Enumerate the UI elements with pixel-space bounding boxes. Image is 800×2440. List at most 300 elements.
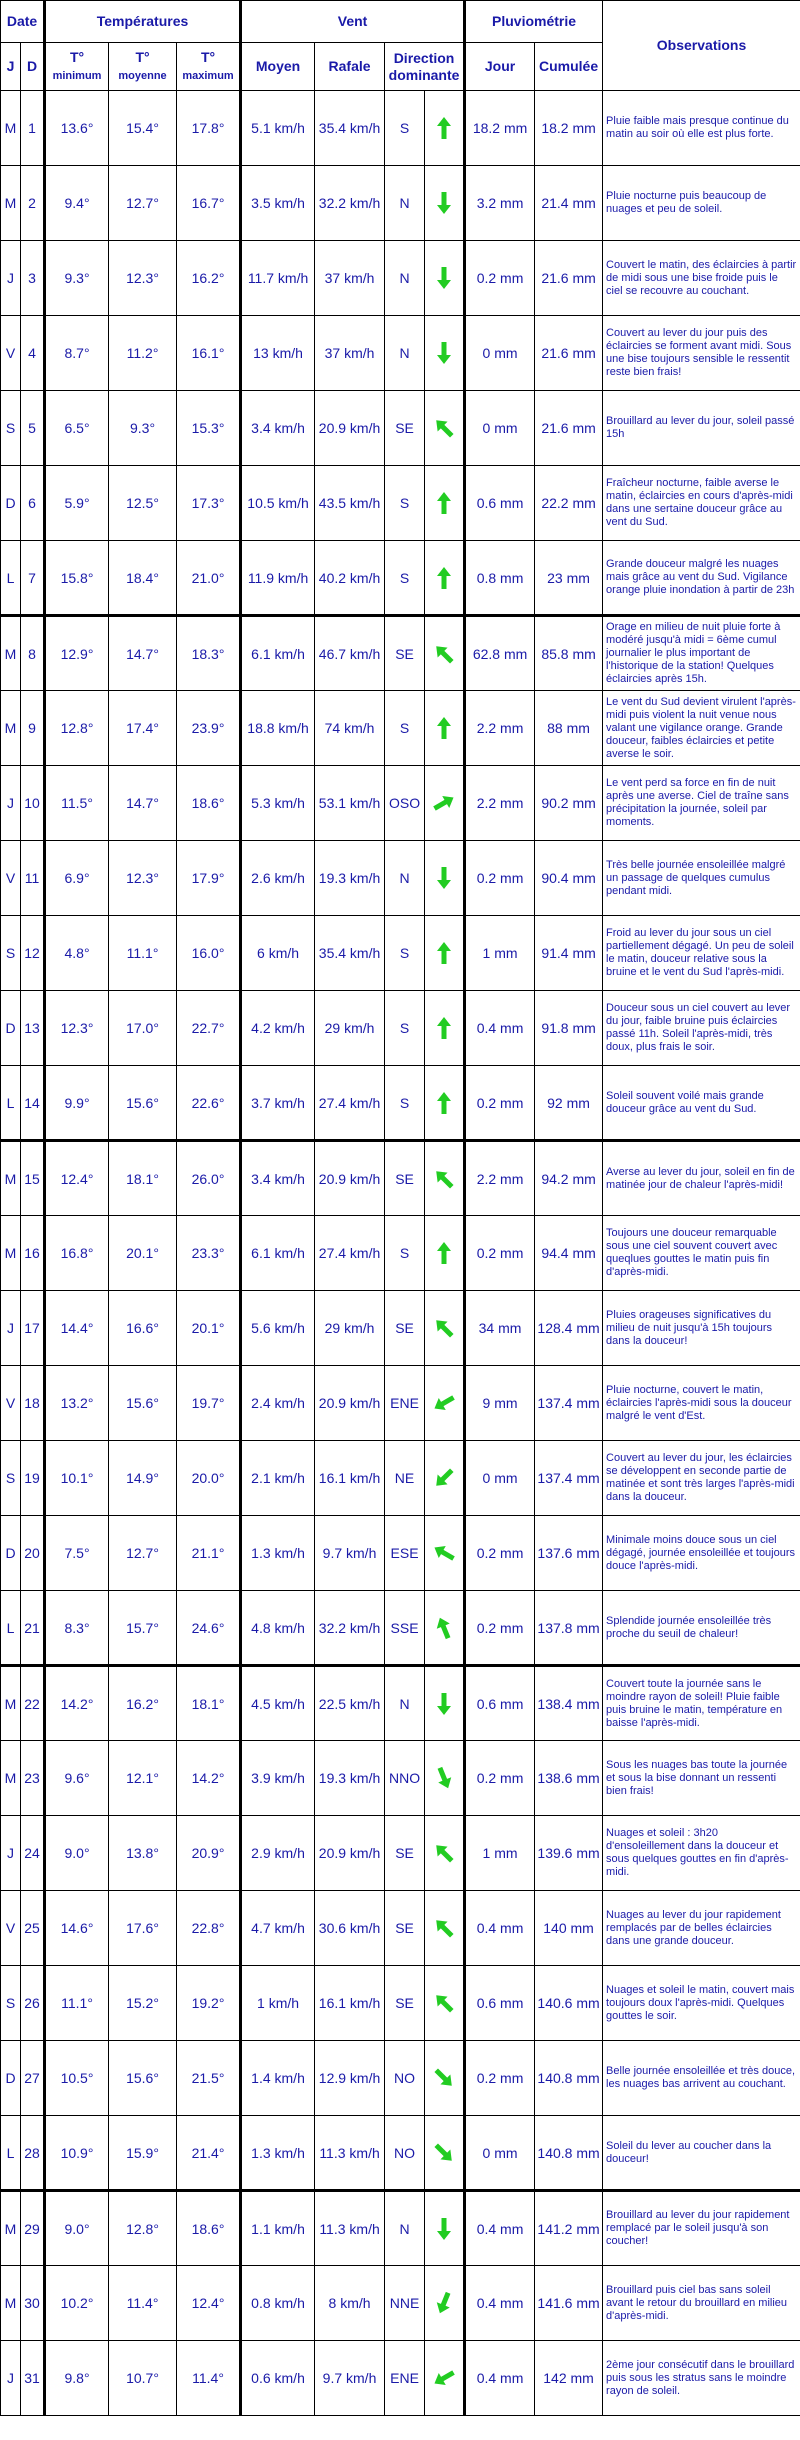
temp-min: 7.5°: [45, 1516, 109, 1591]
observation: Minimale moins douce sous un ciel dégagé, journée ensoleillée et toujours douce l'après-midi.: [603, 1516, 800, 1591]
rain-day: 0.4 mm: [465, 2266, 535, 2341]
observation: Froid au lever du jour sous un ciel partiellement dégagé. Un peu de soleil le matin, douceur relative sous la bruine et le vent du Sud l'après-midi.: [603, 916, 800, 991]
day-letter: M: [1, 91, 21, 166]
wind-arrow-icon: [431, 1840, 457, 1866]
wind-gust: 37 km/h: [315, 241, 385, 316]
wind-mean: 6.1 km/h: [241, 616, 315, 691]
temp-avg: 17.0°: [109, 991, 177, 1066]
temp-max: 20.1°: [177, 1291, 241, 1366]
wind-mean: 11.9 km/h: [241, 541, 315, 616]
temp-avg: 11.1°: [109, 916, 177, 991]
temp-max: 17.3°: [177, 466, 241, 541]
temp-max: 19.7°: [177, 1366, 241, 1441]
wind-direction: S: [385, 1066, 425, 1141]
rain-day: 2.2 mm: [465, 691, 535, 766]
day-letter: S: [1, 1966, 21, 2041]
wind-mean: 3.5 km/h: [241, 166, 315, 241]
wind-mean: 3.9 km/h: [241, 1741, 315, 1816]
wind-arrow: [425, 991, 465, 1066]
wind-gust: 16.1 km/h: [315, 1966, 385, 2041]
table-row: [1, 1891, 800, 1966]
rain-cumul: 90.2 mm: [535, 766, 603, 841]
temp-avg: 15.7°: [109, 1591, 177, 1666]
day-letter: J: [1, 1816, 21, 1891]
temp-avg: 15.4°: [109, 91, 177, 166]
rain-cumul: 94.4 mm: [535, 1216, 603, 1291]
temp-min: 15.8°: [45, 541, 109, 616]
observation: Pluie nocturne, couvert le matin, éclaircies l'après-midi sous la douceur malgré le vent d'Est.: [603, 1366, 800, 1441]
day-letter: M: [1, 1216, 21, 1291]
temp-avg: 16.6°: [109, 1291, 177, 1366]
wind-arrow: [425, 1216, 465, 1291]
wind-arrow-icon: [431, 2290, 457, 2316]
table-row: [1, 916, 800, 991]
day-number: 16: [21, 1216, 45, 1291]
table-row: [1, 91, 800, 166]
day-letter: V: [1, 841, 21, 916]
rain-cumul: 137.4 mm: [535, 1366, 603, 1441]
header-tavg: [109, 43, 177, 91]
temp-avg: 18.1°: [109, 1141, 177, 1216]
table-row: [1, 691, 800, 766]
table-body: [1, 91, 800, 2416]
temp-min: 10.1°: [45, 1441, 109, 1516]
temp-min: 6.5°: [45, 391, 109, 466]
wind-gust: 9.7 km/h: [315, 1516, 385, 1591]
rain-day: 0.2 mm: [465, 1741, 535, 1816]
wind-arrow: [425, 1891, 465, 1966]
wind-arrow-icon: [431, 1315, 457, 1341]
header-observations: Observations: [603, 1, 800, 91]
observation: Belle journée ensoleillée et très douce, les nuages bas arrivent au couchant.: [603, 2041, 800, 2116]
temp-max: 23.3°: [177, 1216, 241, 1291]
observation: Nuages au lever du jour rapidement remplacés par de belles éclaircies dans une grande douceur.: [603, 1891, 800, 1966]
wind-arrow: [425, 766, 465, 841]
temp-max: 21.0°: [177, 541, 241, 616]
wind-gust: 30.6 km/h: [315, 1891, 385, 1966]
temp-min: 12.8°: [45, 691, 109, 766]
rain-day: 0.4 mm: [465, 2341, 535, 2416]
day-letter: L: [1, 1591, 21, 1666]
observation: Pluie nocturne puis beaucoup de nuages et peu de soleil.: [603, 166, 800, 241]
temp-min: 6.9°: [45, 841, 109, 916]
rain-cumul: 94.2 mm: [535, 1141, 603, 1216]
temp-avg: 18.4°: [109, 541, 177, 616]
day-letter: V: [1, 1891, 21, 1966]
rain-cumul: 128.4 mm: [535, 1291, 603, 1366]
wind-direction: SE: [385, 1291, 425, 1366]
header-direction-1: Direction: [393, 49, 455, 66]
temp-max: 21.5°: [177, 2041, 241, 2116]
wind-mean: 2.1 km/h: [241, 1441, 315, 1516]
day-number: 27: [21, 2041, 45, 2116]
day-number: 23: [21, 1741, 45, 1816]
day-letter: L: [1, 2116, 21, 2191]
temp-max: 18.3°: [177, 616, 241, 691]
observation: Grande douceur malgré les nuages mais grâce au vent du Sud. Vigilance orange pluie inondation à partir de 23h: [603, 541, 800, 616]
wind-mean: 4.8 km/h: [241, 1591, 315, 1666]
wind-arrow-icon: [431, 1691, 457, 1717]
temp-min: 11.1°: [45, 1966, 109, 2041]
day-letter: M: [1, 616, 21, 691]
wind-mean: 5.6 km/h: [241, 1291, 315, 1366]
header-tmax-label: T°: [200, 48, 216, 65]
temp-avg: 12.7°: [109, 1516, 177, 1591]
wind-gust: 19.3 km/h: [315, 1741, 385, 1816]
wind-arrow-icon: [431, 2065, 457, 2091]
header-tavg-sub: moyenne: [118, 69, 167, 82]
wind-mean: 13 km/h: [241, 316, 315, 391]
table-row: [1, 616, 800, 691]
wind-gust: 40.2 km/h: [315, 541, 385, 616]
wind-direction: N: [385, 841, 425, 916]
temp-min: 10.9°: [45, 2116, 109, 2191]
wind-direction: SE: [385, 391, 425, 466]
day-number: 29: [21, 2191, 45, 2266]
wind-direction: NO: [385, 2041, 425, 2116]
temp-avg: 12.8°: [109, 2191, 177, 2266]
header-mean-wind: Moyen: [241, 43, 315, 91]
wind-arrow-icon: [431, 340, 457, 366]
table-row: [1, 166, 800, 241]
temp-avg: 12.5°: [109, 466, 177, 541]
temp-min: 16.8°: [45, 1216, 109, 1291]
wind-gust: 29 km/h: [315, 991, 385, 1066]
temp-max: 22.7°: [177, 991, 241, 1066]
wind-gust: 20.9 km/h: [315, 391, 385, 466]
table-row: [1, 316, 800, 391]
rain-cumul: 23 mm: [535, 541, 603, 616]
day-number: 26: [21, 1966, 45, 2041]
day-letter: S: [1, 1441, 21, 1516]
table-row: [1, 1291, 800, 1366]
day-number: 11: [21, 841, 45, 916]
observation: Le vent du Sud devient virulent l'après-midi puis violent la nuit venue nous valant une vigilance orange. Grande douceur, faibles éclaircies et petite averse le soir.: [603, 691, 800, 766]
rain-cumul: 139.6 mm: [535, 1816, 603, 1891]
rain-cumul: 140.8 mm: [535, 2116, 603, 2191]
wind-gust: 8 km/h: [315, 2266, 385, 2341]
wind-arrow: [425, 316, 465, 391]
rain-cumul: 141.2 mm: [535, 2191, 603, 2266]
rain-day: 0.8 mm: [465, 541, 535, 616]
wind-direction: N: [385, 2191, 425, 2266]
table-row: [1, 1741, 800, 1816]
rain-cumul: 138.6 mm: [535, 1741, 603, 1816]
table-row: [1, 466, 800, 541]
header-gust: Rafale: [315, 43, 385, 91]
wind-arrow: [425, 1816, 465, 1891]
wind-arrow-icon: [431, 1240, 457, 1266]
rain-day: 0.4 mm: [465, 1891, 535, 1966]
temp-min: 10.5°: [45, 2041, 109, 2116]
temp-min: 9.3°: [45, 241, 109, 316]
wind-mean: 6 km/h: [241, 916, 315, 991]
temp-avg: 14.9°: [109, 1441, 177, 1516]
table-row: [1, 991, 800, 1066]
rain-cumul: 142 mm: [535, 2341, 603, 2416]
header-j: J: [1, 43, 21, 91]
wind-arrow: [425, 1066, 465, 1141]
wind-mean: 4.5 km/h: [241, 1666, 315, 1741]
wind-gust: 37 km/h: [315, 316, 385, 391]
day-number: 9: [21, 691, 45, 766]
temp-avg: 17.6°: [109, 1891, 177, 1966]
day-letter: M: [1, 2191, 21, 2266]
wind-arrow: [425, 541, 465, 616]
rain-day: 0.2 mm: [465, 1066, 535, 1141]
rain-cumul: 21.6 mm: [535, 391, 603, 466]
day-number: 19: [21, 1441, 45, 1516]
wind-direction: S: [385, 691, 425, 766]
observation: Le vent perd sa force en fin de nuit après une averse. Ciel de traîne sans précipitation la journée, soleil par moments.: [603, 766, 800, 841]
wind-gust: 11.3 km/h: [315, 2191, 385, 2266]
wind-gust: 43.5 km/h: [315, 466, 385, 541]
wind-arrow: [425, 691, 465, 766]
rain-cumul: 91.8 mm: [535, 991, 603, 1066]
wind-arrow: [425, 1366, 465, 1441]
day-letter: D: [1, 991, 21, 1066]
rain-cumul: 21.6 mm: [535, 316, 603, 391]
rain-day: 0 mm: [465, 391, 535, 466]
day-number: 30: [21, 2266, 45, 2341]
temp-max: 22.8°: [177, 1891, 241, 1966]
temp-max: 20.0°: [177, 1441, 241, 1516]
rain-day: 0.6 mm: [465, 1666, 535, 1741]
wind-direction: ENE: [385, 1366, 425, 1441]
day-letter: V: [1, 316, 21, 391]
temp-min: 12.9°: [45, 616, 109, 691]
header-day-rain: Jour: [465, 43, 535, 91]
temp-avg: 13.8°: [109, 1816, 177, 1891]
wind-gust: 9.7 km/h: [315, 2341, 385, 2416]
wind-mean: 3.4 km/h: [241, 1141, 315, 1216]
table-row: [1, 1666, 800, 1741]
wind-arrow-icon: [431, 1015, 457, 1041]
wind-arrow-icon: [431, 715, 457, 741]
day-number: 5: [21, 391, 45, 466]
temp-max: 14.2°: [177, 1741, 241, 1816]
temp-max: 11.4°: [177, 2341, 241, 2416]
temp-min: 10.2°: [45, 2266, 109, 2341]
wind-arrow: [425, 2341, 465, 2416]
wind-direction: S: [385, 916, 425, 991]
wind-gust: 16.1 km/h: [315, 1441, 385, 1516]
observation: Nuages et soleil le matin, couvert mais toujours doux l'après-midi. Quelques gouttes le soir.: [603, 1966, 800, 2041]
wind-mean: 5.1 km/h: [241, 91, 315, 166]
wind-mean: 4.2 km/h: [241, 991, 315, 1066]
rain-day: 0 mm: [465, 2116, 535, 2191]
observation: Couvert le matin, des éclaircies à partir de midi sous une bise froide puis le ciel se recouvre au couchant.: [603, 241, 800, 316]
wind-arrow-icon: [431, 1990, 457, 2016]
table-row: [1, 2116, 800, 2191]
wind-gust: 20.9 km/h: [315, 1816, 385, 1891]
temp-avg: 15.9°: [109, 2116, 177, 2191]
temp-max: 16.0°: [177, 916, 241, 991]
temp-avg: 14.7°: [109, 616, 177, 691]
table-row: [1, 1216, 800, 1291]
day-number: 21: [21, 1591, 45, 1666]
wind-arrow-icon: [431, 1390, 457, 1416]
temp-avg: 15.6°: [109, 2041, 177, 2116]
observation: Couvert au lever du jour, les éclaircies se développent en seconde partie de matinée et sont très larges l'après-midi dans la douceur.: [603, 1441, 800, 1516]
wind-mean: 4.7 km/h: [241, 1891, 315, 1966]
rain-day: 62.8 mm: [465, 616, 535, 691]
wind-arrow: [425, 1591, 465, 1666]
wind-arrow: [425, 1666, 465, 1741]
table-row: [1, 1366, 800, 1441]
temp-avg: 11.2°: [109, 316, 177, 391]
temp-avg: 12.1°: [109, 1741, 177, 1816]
temp-max: 16.2°: [177, 241, 241, 316]
wind-arrow: [425, 2116, 465, 2191]
wind-mean: 2.4 km/h: [241, 1366, 315, 1441]
wind-arrow-icon: [431, 1465, 457, 1491]
temp-min: 11.5°: [45, 766, 109, 841]
wind-direction: S: [385, 91, 425, 166]
wind-arrow: [425, 166, 465, 241]
table-row: [1, 1441, 800, 1516]
temp-min: 13.6°: [45, 91, 109, 166]
rain-day: 0.2 mm: [465, 1591, 535, 1666]
wind-arrow: [425, 616, 465, 691]
wind-mean: 2.9 km/h: [241, 1816, 315, 1891]
rain-day: 1 mm: [465, 1816, 535, 1891]
day-letter: M: [1, 1141, 21, 1216]
rain-cumul: 85.8 mm: [535, 616, 603, 691]
rain-cumul: 88 mm: [535, 691, 603, 766]
temp-max: 15.3°: [177, 391, 241, 466]
wind-arrow-icon: [431, 1166, 457, 1192]
wind-mean: 11.7 km/h: [241, 241, 315, 316]
wind-arrow-icon: [431, 265, 457, 291]
wind-arrow-icon: [431, 790, 457, 816]
temp-max: 18.6°: [177, 766, 241, 841]
temp-max: 17.9°: [177, 841, 241, 916]
day-letter: D: [1, 2041, 21, 2116]
table-row: [1, 241, 800, 316]
wind-arrow: [425, 391, 465, 466]
day-number: 7: [21, 541, 45, 616]
day-number: 18: [21, 1366, 45, 1441]
wind-gust: 27.4 km/h: [315, 1066, 385, 1141]
rain-cumul: 22.2 mm: [535, 466, 603, 541]
day-number: 31: [21, 2341, 45, 2416]
day-letter: J: [1, 766, 21, 841]
observation: Splendide journée ensoleillée très proche du seuil de chaleur!: [603, 1591, 800, 1666]
table-row: [1, 1816, 800, 1891]
day-number: 24: [21, 1816, 45, 1891]
wind-arrow: [425, 1441, 465, 1516]
observation: Nuages et soleil : 3h20 d'ensoleillement dans la douceur et sous quelques gouttes en fin d'après-midi.: [603, 1816, 800, 1891]
wind-arrow: [425, 466, 465, 541]
rain-day: 0.4 mm: [465, 2191, 535, 2266]
rain-cumul: 140.8 mm: [535, 2041, 603, 2116]
rain-cumul: 21.4 mm: [535, 166, 603, 241]
temp-avg: 11.4°: [109, 2266, 177, 2341]
day-number: 4: [21, 316, 45, 391]
wind-arrow-icon: [431, 1540, 457, 1566]
header-rain: Pluviométrie: [465, 1, 603, 43]
day-number: 12: [21, 916, 45, 991]
temp-min: 12.3°: [45, 991, 109, 1066]
table-row: [1, 2041, 800, 2116]
temp-avg: 10.7°: [109, 2341, 177, 2416]
header-direction-2: dominante: [388, 66, 460, 83]
temp-max: 12.4°: [177, 2266, 241, 2341]
rain-day: 0 mm: [465, 316, 535, 391]
wind-arrow: [425, 1516, 465, 1591]
observation: Orage en milieu de nuit pluie forte à modéré jusqu'à midi = 6ème cumul journalier le plus important de l'historique de la station! Quelques éclaircies après 15h.: [603, 616, 800, 691]
observation: Douceur sous un ciel couvert au lever du jour, faible bruine puis éclaircies passé 11h. Soleil l'après-midi, très doux, plus frais le soir.: [603, 991, 800, 1066]
observation: Toujours une douceur remarquable sous une ciel souvent couvert avec queqlues gouttes le matin puis fin d'après-midi.: [603, 1216, 800, 1291]
day-letter: M: [1, 1741, 21, 1816]
table-row: [1, 541, 800, 616]
wind-gust: 32.2 km/h: [315, 166, 385, 241]
rain-cumul: 140 mm: [535, 1891, 603, 1966]
rain-cumul: 137.4 mm: [535, 1441, 603, 1516]
header-tmin: [45, 43, 109, 91]
wind-arrow-icon: [431, 1615, 457, 1641]
wind-arrow: [425, 2041, 465, 2116]
header-tavg-label: T°: [135, 48, 150, 65]
wind-direction: SSE: [385, 1591, 425, 1666]
table-row: [1, 1591, 800, 1666]
wind-direction: N: [385, 316, 425, 391]
rain-day: 34 mm: [465, 1291, 535, 1366]
temp-min: 9.6°: [45, 1741, 109, 1816]
day-number: 14: [21, 1066, 45, 1141]
rain-day: 0.2 mm: [465, 841, 535, 916]
day-letter: M: [1, 1666, 21, 1741]
day-number: 15: [21, 1141, 45, 1216]
wind-mean: 3.7 km/h: [241, 1066, 315, 1141]
rain-cumul: 91.4 mm: [535, 916, 603, 991]
temp-min: 9.0°: [45, 1816, 109, 1891]
temp-min: 4.8°: [45, 916, 109, 991]
temp-avg: 15.6°: [109, 1366, 177, 1441]
wind-arrow-icon: [431, 2140, 457, 2166]
wind-gust: 35.4 km/h: [315, 91, 385, 166]
rain-cumul: 90.4 mm: [535, 841, 603, 916]
wind-direction: S: [385, 1216, 425, 1291]
wind-direction: NO: [385, 2116, 425, 2191]
day-letter: D: [1, 1516, 21, 1591]
observation: Couvert au lever du jour puis des éclaircies se forment avant midi. Sous une bise toujours sensible le ressentit reste bien frais!: [603, 316, 800, 391]
wind-arrow-icon: [431, 2365, 457, 2391]
wind-direction: SE: [385, 1141, 425, 1216]
wind-mean: 2.6 km/h: [241, 841, 315, 916]
wind-gust: 11.3 km/h: [315, 2116, 385, 2191]
wind-arrow: [425, 1291, 465, 1366]
observation: Brouillard au lever du jour, soleil passé 15h: [603, 391, 800, 466]
wind-mean: 0.8 km/h: [241, 2266, 315, 2341]
temp-min: 8.7°: [45, 316, 109, 391]
day-letter: L: [1, 1066, 21, 1141]
table-row: [1, 1966, 800, 2041]
header-tmin-sub: minimum: [52, 69, 102, 82]
day-letter: D: [1, 466, 21, 541]
temp-max: 21.1°: [177, 1516, 241, 1591]
wind-direction: N: [385, 241, 425, 316]
temp-avg: 12.3°: [109, 841, 177, 916]
wind-arrow-icon: [431, 1090, 457, 1116]
temp-max: 24.6°: [177, 1591, 241, 1666]
header-temperatures: Températures: [45, 1, 241, 43]
rain-day: 0.2 mm: [465, 1216, 535, 1291]
header-tmax-sub: maximum: [182, 69, 234, 82]
rain-day: 0.2 mm: [465, 2041, 535, 2116]
wind-mean: 1.3 km/h: [241, 2116, 315, 2191]
